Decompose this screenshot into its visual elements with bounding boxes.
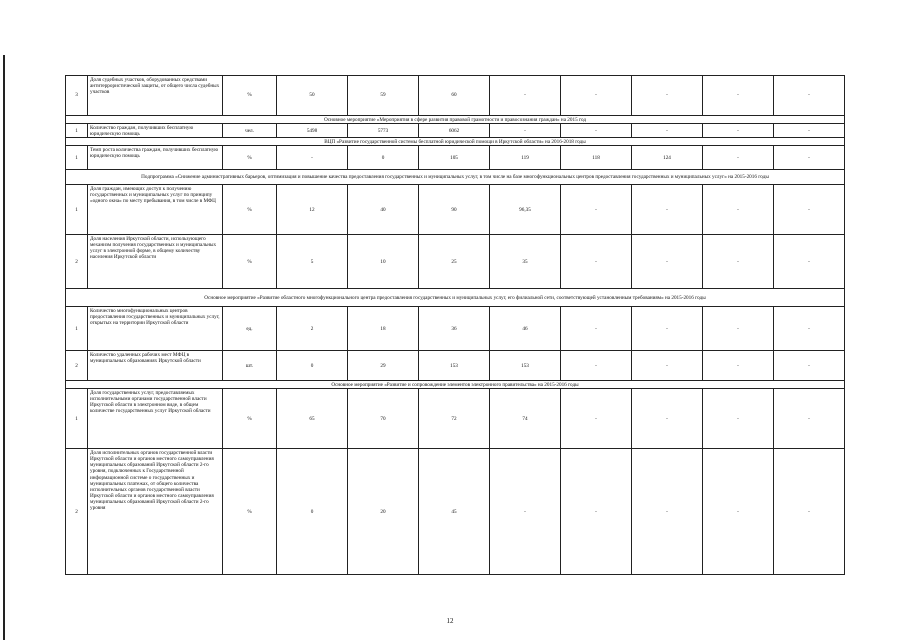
row-number: 1 [66,185,88,235]
value-cell: 35 [490,235,561,289]
value-cell: - [632,185,703,235]
table-body [66,76,845,575]
section-header-row [66,381,845,389]
value-cell: 0 [348,146,419,170]
page-number: 12 [446,617,454,625]
value-cell: - [774,235,845,289]
unit-cell: % [223,449,277,575]
value-cell: - [490,76,561,116]
value-cell: - [561,449,632,575]
value-cell: 5773 [348,124,419,138]
value-cell: 5 [277,235,348,289]
unit-cell: % [223,146,277,170]
value-cell: - [561,185,632,235]
value-cell: - [774,146,845,170]
document-page [65,75,844,575]
unit-cell: % [223,235,277,289]
value-cell: - [703,389,774,449]
unit-cell: ед. [223,307,277,351]
row-number: 1 [66,146,88,170]
table-row [66,389,845,449]
value-cell: 70 [348,389,419,449]
value-cell: 5498 [277,124,348,138]
value-cell: - [774,389,845,449]
value-cell: 20 [348,449,419,575]
section-header-row [66,138,845,146]
value-cell: - [561,307,632,351]
indicator-name: Доля судебных участков, оборудованных средствами антитеррористической защиты, от общего числа судебных участков [88,76,223,116]
value-cell: 119 [490,146,561,170]
value-cell: - [774,124,845,138]
value-cell: - [561,351,632,381]
value-cell: - [561,124,632,138]
row-number: 3 [66,76,88,116]
value-cell: 90 [419,185,490,235]
section-header-row [66,170,845,185]
value-cell: - [774,307,845,351]
value-cell: - [632,235,703,289]
value-cell: 6062 [419,124,490,138]
value-cell: - [632,389,703,449]
value-cell: - [703,76,774,116]
value-cell: 18 [348,307,419,351]
row-number: 2 [66,235,88,289]
section-header-row [66,289,845,307]
table-row [66,449,845,575]
value-cell: - [632,76,703,116]
value-cell: 153 [419,351,490,381]
value-cell: 65 [277,389,348,449]
value-cell: - [703,185,774,235]
value-cell: 12 [277,185,348,235]
table-row [66,351,845,381]
value-cell: - [277,146,348,170]
value-cell: 25 [419,235,490,289]
value-cell: 46 [490,307,561,351]
indicator-name: Доля граждан, имеющих доступ к получению государственных и муниципальных услуг по принципу «одного окна» по месту пребывания, в том числе в МФЦ [88,185,223,235]
value-cell: - [703,449,774,575]
section-header-row [66,116,845,124]
value-cell: - [632,449,703,575]
section-header: Основное мероприятие «Развитие и сопровождение элементов электронного правительства» на 2015-2016 годы [66,381,845,389]
value-cell: 10 [348,235,419,289]
value-cell: 0 [277,449,348,575]
table-row [66,124,845,138]
table-row [66,235,845,289]
unit-cell: % [223,76,277,116]
value-cell: 74 [490,389,561,449]
table-row [66,146,845,170]
row-number: 1 [66,124,88,138]
value-cell: 45 [419,449,490,575]
value-cell: 2 [277,307,348,351]
section-header: Подпрограмма «Снижение административных барьеров, оптимизация и повышение качества предоставления государственных и муниципальных услуг, в том числе на базе многофункциональных центров предоставления государственных и муниципальных услуг» на 2015-2016 годы [66,170,845,185]
value-cell: 72 [419,389,490,449]
value-cell: - [561,389,632,449]
value-cell: - [703,235,774,289]
value-cell: 105 [419,146,490,170]
indicators-table [65,75,845,575]
indicator-name: Доля государственных услуг, предоставляемых исполнительными органами государственной власти Иркутской области в электронном виде, в общем количестве государственных услуг Иркутской области [88,389,223,449]
value-cell: 96,35 [490,185,561,235]
value-cell: - [561,76,632,116]
row-number: 2 [66,351,88,381]
value-cell: - [561,235,632,289]
indicator-name: Доля населения Иркутской области, использующего механизм получения государственных и муниципальных услуг в электронной форме, в общему количеству населения Иркутской области [88,235,223,289]
unit-cell: чел. [223,124,277,138]
section-header: Основное мероприятие «Мероприятия в сфере развития правовой грамотности и правосознания граждан» на 2015 год [66,116,845,124]
row-number: 1 [66,307,88,351]
value-cell: - [774,351,845,381]
indicator-name: Количество многофункциональных центров предоставления государственных и муниципальных услуг, открытых на территории Иркутской области [88,307,223,351]
value-cell: 36 [419,307,490,351]
section-header: ВЦП «Развитие государственной системы бесплатной юридической помощи в Иркутской области» на 2016-2018 годы [66,138,845,146]
value-cell: - [632,307,703,351]
value-cell: 29 [348,351,419,381]
row-number: 1 [66,389,88,449]
unit-cell: шт. [223,351,277,381]
value-cell: 124 [632,146,703,170]
value-cell: 59 [348,76,419,116]
value-cell: - [632,351,703,381]
indicator-name: Количество граждан, получивших бесплатную юридическую помощь [88,124,223,138]
value-cell: - [632,124,703,138]
value-cell: - [774,185,845,235]
value-cell: - [703,307,774,351]
value-cell: 40 [348,185,419,235]
scan-edge-line [3,55,5,640]
value-cell: - [490,124,561,138]
value-cell: 50 [277,76,348,116]
unit-cell: % [223,185,277,235]
value-cell: - [703,124,774,138]
value-cell: 153 [490,351,561,381]
indicator-name: Количество удаленных рабочих мест МФЦ в муниципальных образованиях Иркутской области [88,351,223,381]
section-header: Основное мероприятие «Развитие областного многофункционального центра предоставления государственных и муниципальных услуг, его филиальной сети, соответствующей установленным требованиям» на 2015-2016 годы [66,289,845,307]
value-cell: 0 [277,351,348,381]
row-number: 2 [66,449,88,575]
value-cell: - [703,146,774,170]
value-cell: - [774,449,845,575]
unit-cell: % [223,389,277,449]
value-cell: - [490,449,561,575]
indicator-name: Темп роста количества граждан, получивших бесплатную юридическую помощь [88,146,223,170]
value-cell: 118 [561,146,632,170]
table-row [66,76,845,116]
value-cell: - [703,351,774,381]
value-cell: - [774,76,845,116]
table-row [66,307,845,351]
indicator-name: Доля исполнительных органов государственной власти Иркутской области и органов местного самоуправления муниципальных образований Иркутской области 2-го уровня, подключенных к Государственной информационной системе о государственных и муниципальных платежах, от общего количества исполнительных органов государственной власти Иркутской области и органов местного самоуправления муниципальных образований Иркутской области 2-го уровня [88,449,223,575]
table-row [66,185,845,235]
value-cell: 60 [419,76,490,116]
